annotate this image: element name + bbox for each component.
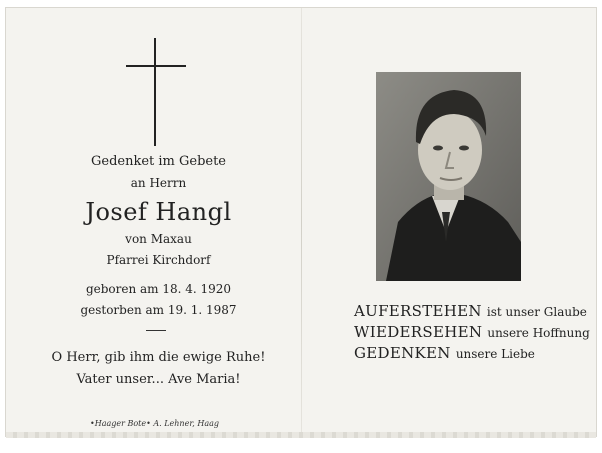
verse-keyword: GEDENKEN — [354, 344, 451, 362]
card-fold-line — [301, 8, 302, 436]
verse-rest: unsere Liebe — [455, 347, 535, 361]
divider-dash — [146, 330, 166, 331]
verse-rest: ist unser Glaube — [486, 305, 587, 319]
verse-line-1 — [354, 301, 587, 320]
left-panel — [16, 0, 301, 440]
birth-date: geboren am 18. 4. 1920 — [85, 282, 232, 296]
deceased-name: Josef Hangl — [85, 198, 232, 226]
origin: von Maxau — [125, 232, 192, 246]
prayer-line-1: O Herr, gib ihm die ewige Ruhe! — [51, 350, 266, 365]
portrait-silhouette — [376, 72, 521, 281]
verse-keyword: AUFERSTEHEN — [354, 302, 482, 320]
parish: Pfarrei Kirchdorf — [106, 253, 211, 267]
death-date: gestorben am 19. 1. 1987 — [80, 303, 237, 317]
verse-line-2 — [354, 322, 590, 341]
torn-bottom-edge — [6, 432, 596, 438]
portrait-photo — [376, 72, 521, 281]
name-prefix: an Herrn — [130, 176, 187, 190]
prayer-line-2: Vater unser... Ave Maria! — [76, 372, 241, 387]
heading: Gedenket im Gebete — [90, 154, 227, 169]
verse-rest: unsere Hoffnung — [487, 326, 590, 340]
verse-line-3 — [354, 343, 535, 362]
printer-credit: •Haager Bote• A. Lehner, Haag — [90, 419, 219, 428]
verse-keyword: WIEDERSEHEN — [354, 323, 483, 341]
